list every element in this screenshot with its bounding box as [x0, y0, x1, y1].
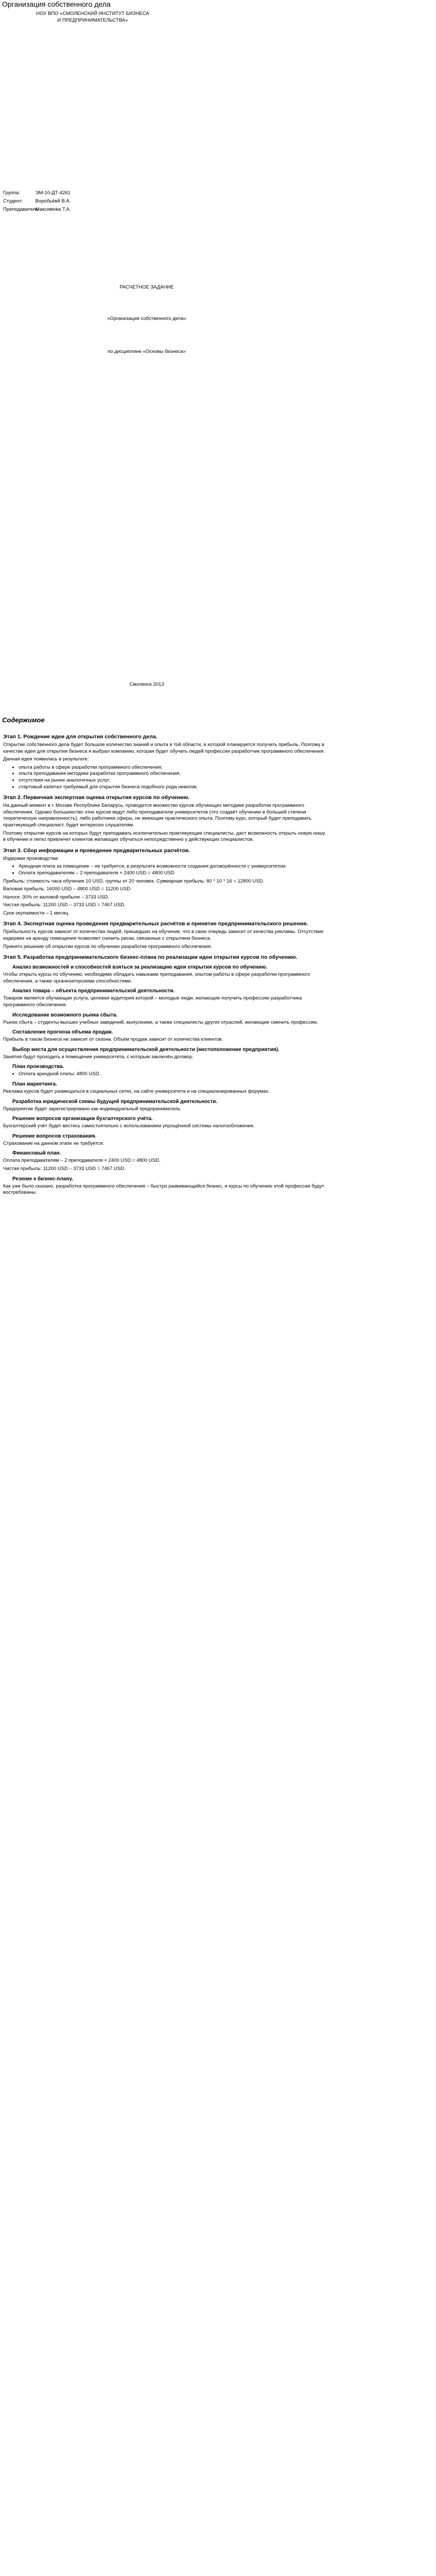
bullet-item: • Арендная плата за помещение – не требуется, в результате возможности создания договорённости с университетом. — [19, 863, 328, 870]
bullet-item: • Оплата преподавателям – 2 преподавателя × 2400 USD = 4800 USD — [19, 870, 328, 877]
meta-student — [3, 198, 71, 205]
paragraph: Издержки производства: — [3, 855, 59, 861]
meta-student-label: Студент: — [3, 198, 23, 204]
paragraph: Чистая прибыль: 11200 USD – 3733 USD = 7467 USD. — [3, 902, 126, 908]
document-title: Организация собственного дела — [2, 0, 111, 8]
cover-topic: «Организация собственного дела» — [107, 316, 186, 321]
stage-heading: Этап 5. Разработка предпринимательского бизнес-плана по реализации идеи открытия курсов по обучению. — [3, 954, 298, 961]
paragraph: Срок окупаемости – 1 месяц. — [3, 910, 69, 916]
bullet-item: • Оплата арендной платы: 4800 USD. — [19, 1071, 328, 1078]
paragraph: Поэтому открытие курсов на которых будут преподавать исключительно практикующие специалисты, даст возможность открыть новую нишу в обучении и легко привлечет клиентов желающих обучаться непосредственно у действующих специалистов. — [3, 830, 325, 843]
stage-heading: Этап 3. Сбор информации и проведение предварительных расчётов. — [3, 847, 190, 854]
paragraph: Занятия будут проходить в помещении университета, с которым заключён договор. — [3, 1054, 194, 1060]
paragraph: Оплата преподавателям – 2 преподавателя × 2400 USD = 4800 USD. — [3, 1158, 161, 1164]
bullet-item: • опыта преподавания методики разработки программного обеспечения; — [19, 771, 328, 777]
stage-heading: Этап 2. Первичная экспертная оценка открытия курсов по обучению. — [3, 794, 190, 801]
paragraph: Реклама курсов будет размещаться в социальных сетях, на сайте университета и на специализированных форумах. — [3, 1089, 270, 1094]
paragraph: Принято решение об открытии курсов по обучению разработке программного обеспечения. — [3, 943, 212, 950]
meta-teacher-label: Преподаватель: — [3, 207, 40, 212]
paragraph: Прибыльность курсов зависит от количества людей, пришедших на обучение, что в свою очередь зависит от качества рекламы. Отсутствие издержек на аренду помещения позволяет снизить риски, связанные с открытием бизнеса. — [3, 929, 324, 942]
subsection-heading: Разработка юридической схемы будущей предпринимательской деятельности. — [12, 1098, 218, 1105]
paragraph: Чистая прибыль: 11200 USD – 3733 USD = 7467 USD. — [3, 1165, 126, 1172]
bullet-list — [3, 863, 328, 876]
paragraph: Чтобы открыть курсы по обучению, необходимо обладать навыками преподавания, опытом работы в сфере разработки программного обеспечения, а также организаторскими способностями. — [3, 972, 310, 984]
paragraph: Открытие собственного дела будет большое количество знаний и опыта в той области, в которой планируется получать прибыль. Поэтому в качестве идеи для открытия бизнеса я выбрал компанию, которая будет обучать людей профессии разработчик программного обеспечения. — [3, 742, 325, 754]
subsection-heading: Решение вопросов организации бухгалтерского учёта. — [12, 1116, 153, 1122]
subsection-heading: План производства. — [12, 1064, 64, 1070]
meta-group — [3, 190, 71, 197]
paragraph: Данная идея появилась в результате: — [3, 756, 89, 762]
paragraph: На данный момент в г. Москве Республике Беларусь, проводится множество курсов обучающих методике разработки программного обеспечения. Однако большинство этих курсов ведут либо преподаватели университетов (что создаёт обучению в большей степени теоретическую направленность), либо работники сферы, не имеющие практического опыта. Поэтому курс, который будет преподавать практикующий специалист, будет интересен слушателям. — [3, 803, 311, 828]
paragraph: Валовая прибыль: 16000 USD – 4800 USD = 11200 USD. — [3, 886, 132, 892]
cover-title: РАСЧЕТНОЕ ЗАДАНИЕ — [119, 284, 174, 290]
bullet-item: • стартовый капитал требуемый для открытия бизнеса подобного рода невелик. — [19, 784, 328, 791]
subsection-heading: Исследование возможного рынка сбыта. — [12, 1012, 118, 1018]
meta-teacher-value: Максимова Т.А. — [35, 207, 71, 212]
bullet-item: • отсутствия на рынке аналогичных услуг; — [19, 777, 328, 784]
stage-heading: Этап 1. Рождение идеи для открытия собственного дела. — [3, 734, 158, 740]
meta-student-value: Воробьёвй В.А. — [35, 198, 71, 204]
subsection-heading: Анализ возможностей и способностей взяться за реализацию идеи открытия курсов по обучению. — [12, 964, 268, 971]
paragraph: Прибыль: стоимость часа обучения 10 USD, группы от 20 человек. Суммарная прибыль: 80 * 10 * 16 = 12800 USD. — [3, 878, 265, 884]
document-body — [3, 730, 328, 2576]
subsection-heading: Составление прогноза объема продаж. — [12, 1029, 113, 1036]
cover-discipline: по дисциплине «Основы бизнеса» — [108, 349, 186, 354]
bullet-list — [3, 1071, 328, 1078]
subsection-heading: План маркетинга. — [12, 1081, 57, 1087]
paragraph: Прибыль в таком бизнесе не зависит от сезона. Объём продаж зависит от количества клиентов. — [3, 1037, 223, 1043]
institute-line-2: И ПРЕДПРИНИМАТЕЛЬСТВА» — [57, 18, 128, 23]
paragraph: Товаром является обучающая услуга, целевая аудитория которой – молодые люди, желающие получить профессию разработчика программного обеспечения. — [3, 995, 302, 1008]
subsection-heading: Анализ товара – объекта предпринимательской деятельности. — [12, 988, 175, 994]
meta-group-value: ЭМ-10-ДТ-4261 — [35, 190, 71, 196]
meta-group-label: Группа: — [3, 190, 20, 196]
subsection-heading: Финансовый план. — [12, 1150, 61, 1157]
paragraph: Как уже было сказано, разработка программного обеспечения – быстро развивающийся бизнес, и курсы по обучению этой профессии будут востребованы. — [3, 1183, 324, 1196]
subsection-heading: Выбор места для осуществления предпринимательской деятельности (местоположение предприятия). — [12, 1046, 280, 1053]
paragraph: Страхование на данном этапе не требуется. — [3, 1140, 104, 1146]
paragraph: Бухгалтерский учёт будет вестись самостоятельно с использованием упрощённой системы налогообложения. — [3, 1123, 255, 1129]
bullet-item: • опыта работы в сфере разработки программного обеспечения; — [19, 765, 328, 771]
meta-teacher — [3, 206, 71, 213]
bullet-list — [3, 765, 328, 790]
paragraph: Предприятие будет зарегистрировано как индивидуальный предприниматель. — [3, 1106, 182, 1112]
cover-city-year: Смоленск 2013 — [129, 682, 164, 687]
stage-heading: Этап 4. Экспертная оценка проведения предварительных расчётов и принятие предпринимательского решения. — [3, 921, 308, 927]
paragraph: Рынок сбыта – студенты высших учебных заведений, выпускники, а также специалисты других отраслей, желающие сменить профессию. — [3, 1019, 319, 1025]
subsection-heading: Резюме к бизнес-плану. — [12, 1176, 73, 1182]
subsection-heading: Решение вопросов страхования. — [12, 1133, 97, 1139]
institute-line-1: НОУ ВПО «СМОЛЕНСКИЙ ИНСТИТУТ БИЗНЕСА — [36, 11, 149, 16]
contents-heading: Содержимое — [2, 716, 45, 724]
paragraph: Налоги: 30% от валовой прибыли – 3733 USD. — [3, 894, 110, 900]
